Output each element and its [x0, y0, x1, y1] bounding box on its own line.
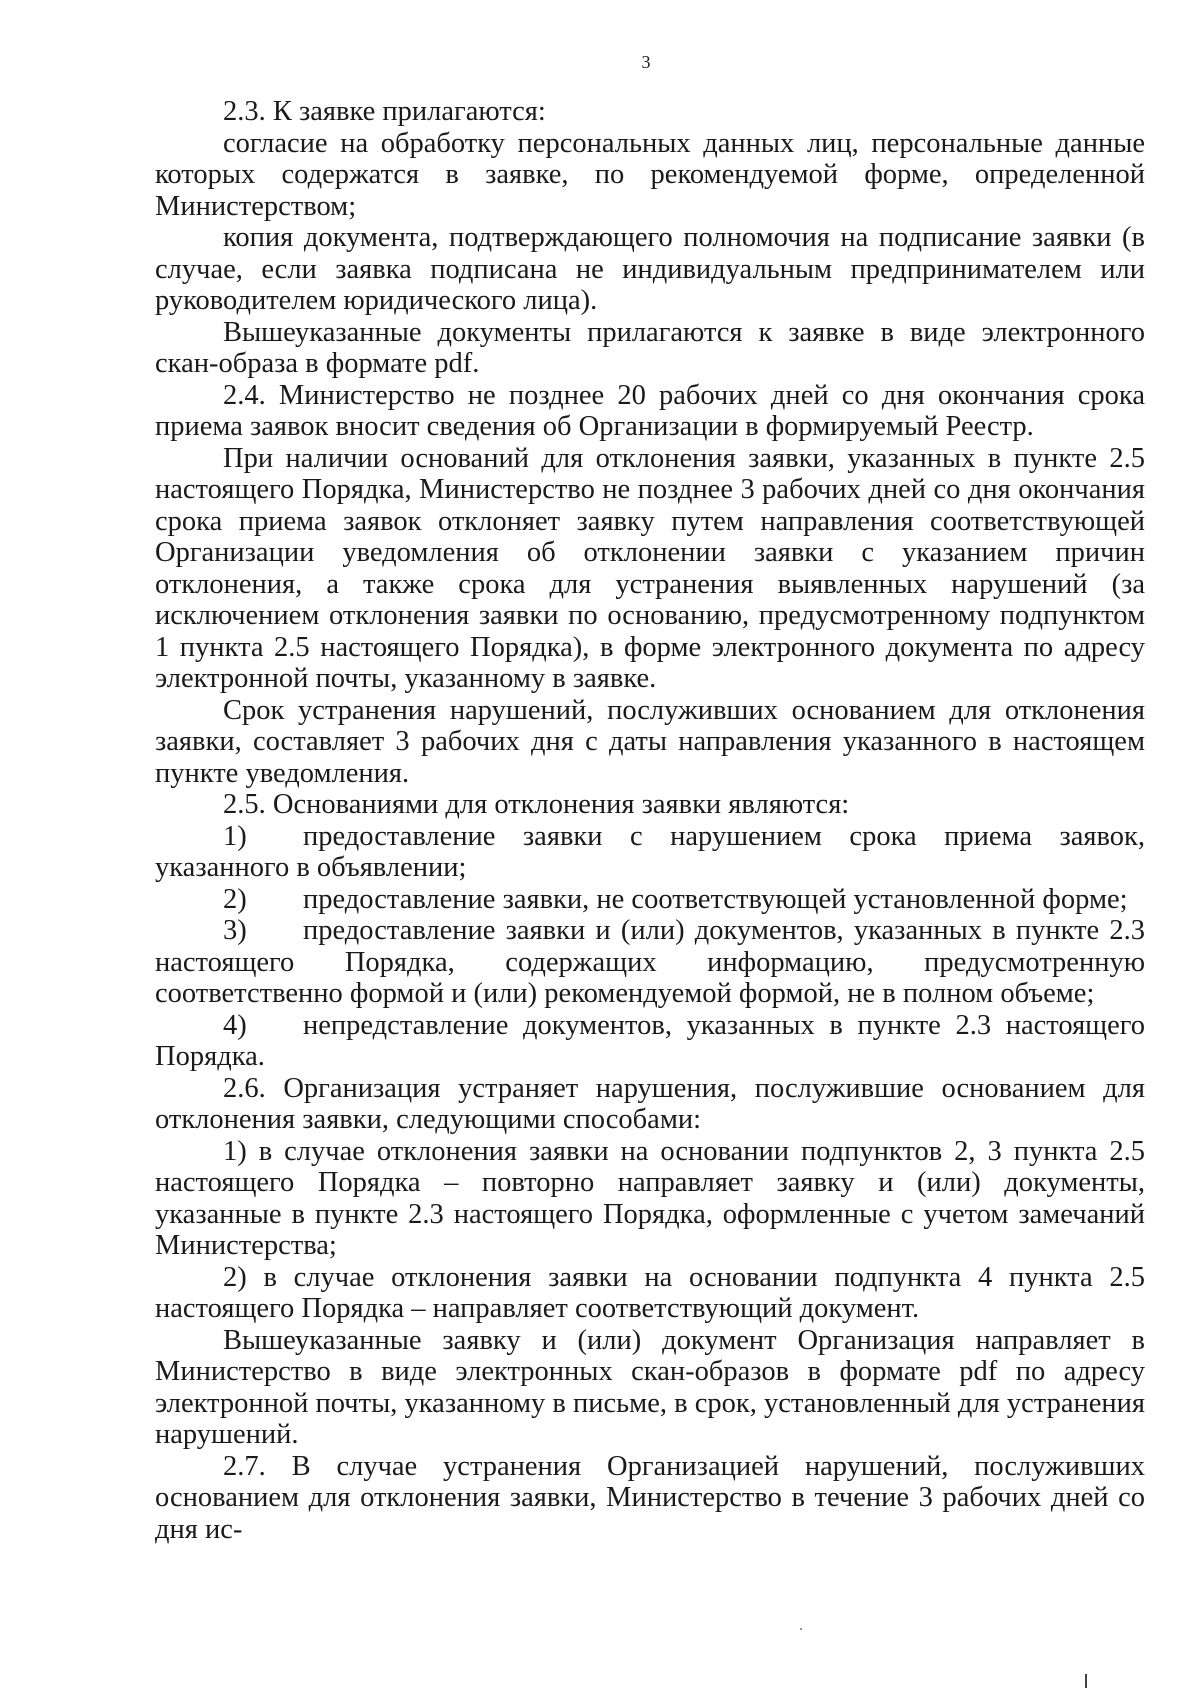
paragraph-submission: Вышеуказанные заявку и (или) документ Организация направляет в Министерство в виде электронных скан-образов в формате pdf по адресу электронной почты, указанному в письме, в срок, установленный для устранения нарушений. [155, 1324, 1145, 1450]
list-item [155, 821, 1145, 884]
list-item-number: 3) [223, 915, 247, 946]
paragraph-scan-format: Вышеуказанные документы прилагаются к заявке в виде электронного скан-образа в формате pdf. [155, 316, 1145, 379]
paragraph-2-6-item-1: 1) в случае отклонения заявки на основании подпунктов 2, 3 пункта 2.5 настоящего Порядка – повторно направляет заявку и (или) документы, указанные в пункте 2.3 настоящего Порядка, оформленные с учетом замечаний Министерства; [155, 1135, 1145, 1261]
list-item-number: 4) [223, 1009, 247, 1041]
list-item-text: непредставление документов, указанных в пункте 2.3 настоящего Порядка. [155, 1009, 1145, 1072]
list-item-number: 1) [223, 820, 247, 852]
paragraph-2-6-item-2: 2) в случае отклонения заявки на основании подпункта 4 пункта 2.5 настоящего Порядка – направляет соответствующий документ. [155, 1261, 1145, 1324]
scan-artifact-dot [800, 1628, 802, 1630]
paragraph-2-4: 2.4. Министерство не позднее 20 рабочих дней со дня окончания срока приема заявок вносит сведения об Организации в формируемый Реестр. [155, 379, 1145, 442]
list-item [155, 1010, 1145, 1073]
list-item-text: предоставление заявки с нарушением срока приема заявок, указанного в объявлении; [155, 820, 1145, 883]
document-body [155, 96, 1145, 1545]
paragraph-2-5-heading: 2.5. Основаниями для отклонения заявки являются: [223, 789, 850, 820]
paragraph-consent: согласие на обработку персональных данных лиц, персональные данные которых содержатся в заявке, по рекомендуемой форме, определенной Министерством; [155, 127, 1145, 222]
paragraph-2-3-heading: 2.3. К заявке прилагаются: [223, 96, 546, 127]
paragraph-correction-term: Срок устранения нарушений, послуживших основанием для отклонения заявки, составляет 3 рабочих дня с даты направления указанного в настоящем пункте уведомления. [155, 694, 1145, 789]
list-item-text: предоставление заявки, не соответствующей установленной форме; [303, 883, 1128, 915]
paragraph-rejection-notice: При наличии оснований для отклонения заявки, указанных в пункте 2.5 настоящего Порядка, Министерство не позднее 3 рабочих дней со дня окончания срока приема заявок отклоняет заявку путем направления соответствующей Организации уведомления об отклонении заявки с указанием причин отклонения, а также срока для устранения выявленных нарушений (за исключением отклонения заявки по основанию, предусмотренному подпунктом 1 пункта 2.5 настоящего Порядка), в форме электронного документа по адресу электронной почты, указанному в заявке. [155, 442, 1145, 694]
paragraph-authority-copy: копия документа, подтверждающего полномочия на подписание заявки (в случае, если заявка подписана не индивидуальным предпринимателем или руководителем юридического лица). [155, 222, 1145, 316]
list-item-text: предоставление заявки и (или) документов, указанных в пункте 2.3 настоящего Порядка, содержащих информацию, предусмотренную соответственно формой и (или) рекомендуемой формой, не в полном объеме; [155, 915, 1145, 1009]
list-item [155, 915, 1145, 1010]
list-item [155, 884, 1145, 916]
paragraph-2-6: 2.6. Организация устраняет нарушения, послужившие основанием для отклонения заявки, следующими способами: [155, 1072, 1145, 1135]
paragraph-2-7: 2.7. В случае устранения Организацией нарушений, послуживших основанием для отклонения заявки, Министерство в течение 3 рабочих дней со дня ис- [155, 1450, 1145, 1545]
page-number: 3 [641, 52, 651, 72]
list-item-number: 2) [223, 883, 247, 915]
scan-artifact-mark [1085, 1674, 1087, 1688]
